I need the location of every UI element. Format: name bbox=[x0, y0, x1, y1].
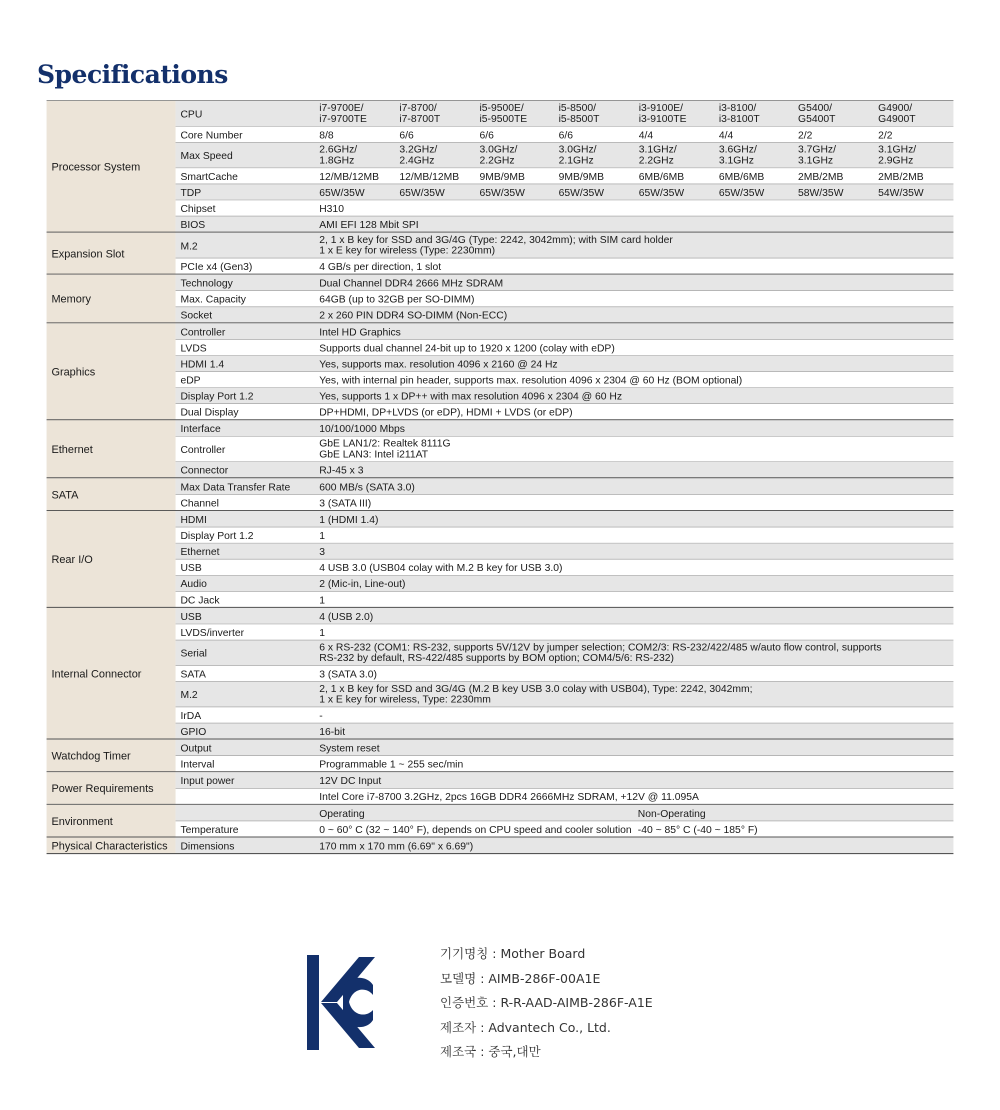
row-label: Channel bbox=[180, 498, 219, 510]
row-value: Intel HD Graphics bbox=[319, 327, 401, 339]
cpu-cell: G4900/ G4900T bbox=[878, 103, 916, 125]
row-value: 64GB (up to 32GB per SO-DIMM) bbox=[319, 294, 475, 306]
row-stripe bbox=[176, 355, 954, 371]
section-label: Watchdog Timer bbox=[51, 750, 131, 763]
row-stripe bbox=[176, 478, 954, 494]
cpu-cell: 65W/35W bbox=[558, 187, 605, 199]
row-label: Interface bbox=[180, 424, 221, 436]
row-value: 1 (HDMI 1.4) bbox=[319, 514, 379, 526]
cpu-cell: 6MB/6MB bbox=[718, 171, 765, 183]
row-value: 10/100/1000 Mbps bbox=[319, 424, 405, 436]
row-value: Yes, supports max. resolution 4096 x 2160 @ 24 Hz bbox=[319, 359, 558, 371]
row-label: SmartCache bbox=[180, 171, 238, 183]
row-label: CPU bbox=[180, 109, 203, 121]
cpu-cell: 2.6GHz/ 1.8GHz bbox=[319, 144, 358, 167]
row-value: System reset bbox=[319, 743, 380, 755]
row-label: Interval bbox=[180, 759, 215, 771]
section-label: Rear I/O bbox=[51, 554, 93, 567]
row-label: PCIe x4 (Gen3) bbox=[180, 262, 253, 274]
section-label: Power Requirements bbox=[51, 783, 154, 796]
section-label: Processor System bbox=[51, 161, 141, 174]
cpu-cell: 2MB/2MB bbox=[798, 171, 844, 183]
spec-table-svg bbox=[36, 100, 964, 872]
row-label: Display Port 1.2 bbox=[180, 530, 254, 542]
row-value: 3 (SATA 3.0) bbox=[319, 669, 377, 681]
cpu-cell: 58W/35W bbox=[798, 187, 844, 199]
row-stripe bbox=[176, 772, 954, 788]
row-stripe bbox=[176, 805, 954, 821]
row-value: Programmable 1 ~ 255 sec/min bbox=[319, 759, 464, 771]
cpu-cell: 4/4 bbox=[718, 130, 734, 142]
row-stripe bbox=[176, 216, 954, 232]
row-value: Intel Core i7-8700 3.2GHz, 2pcs 16GB DDR4 2666MHz SDRAM, +12V @ 11.095A bbox=[319, 792, 699, 804]
row-label: GPIO bbox=[180, 726, 207, 738]
row-value: 600 MB/s (SATA 3.0) bbox=[319, 482, 415, 494]
row-label: Connector bbox=[180, 465, 229, 477]
page-title: Specifications bbox=[37, 60, 228, 89]
row-value: 16-bit bbox=[319, 726, 346, 738]
row-label: Chipset bbox=[180, 203, 216, 215]
cpu-cell: 65W/35W bbox=[399, 187, 445, 199]
row-label: M.2 bbox=[180, 690, 198, 702]
cpu-cell: i5-8500/ i5-8500T bbox=[558, 103, 600, 125]
row-label: Dual Display bbox=[180, 407, 239, 419]
row-label: Display Port 1.2 bbox=[180, 391, 254, 403]
row-label: HDMI bbox=[180, 514, 207, 526]
row-value: 2, 1 x B key for SSD and 3G/4G (Type: 2242, 3042mm); with SIM card holder 1 x E key for wireless (Type: 2230mm) bbox=[319, 234, 673, 257]
row-value: 6 x RS-232 (COM1: RS-232, supports 5V/12V by jumper selection; COM2/3: RS-232/422/485 w/auto flow control, supports RS-232 by default, RS-422/485 supports by BOM option; COM4/5/6: RS-232) bbox=[319, 642, 882, 665]
cpu-cell: 3.0GHz/ 2.2GHz bbox=[479, 144, 518, 167]
cpu-cell: 6/6 bbox=[558, 130, 574, 142]
row-label: eDP bbox=[180, 375, 201, 387]
row-stripe bbox=[176, 608, 954, 624]
row-value: 0 ~ 60° C (32 ~ 140° F), depends on CPU speed and cooler solution bbox=[319, 824, 632, 836]
cpu-cell: 65W/35W bbox=[638, 187, 685, 199]
row-label: SATA bbox=[180, 669, 206, 681]
row-stripe bbox=[176, 462, 954, 478]
cpu-cell: 12/MB/12MB bbox=[319, 171, 380, 183]
cpu-cell: 2MB/2MB bbox=[878, 171, 924, 183]
row-value-secondary: -40 ~ 85° C (-40 ~ 185° F) bbox=[637, 824, 758, 836]
row-label: Input power bbox=[180, 776, 235, 788]
row-label: Output bbox=[180, 743, 212, 755]
row-value: 2 (Mic-in, Line-out) bbox=[319, 579, 406, 591]
cpu-cell: 9MB/9MB bbox=[479, 171, 525, 183]
cpu-cell: 3.6GHz/ 3.1GHz bbox=[718, 144, 757, 167]
row-stripe bbox=[176, 838, 954, 854]
cpu-cell: 3.0GHz/ 2.1GHz bbox=[558, 144, 597, 167]
cpu-cell: 3.7GHz/ 3.1GHz bbox=[798, 144, 837, 167]
row-label: Audio bbox=[180, 579, 207, 591]
row-value: 1 bbox=[319, 627, 325, 639]
spec-table bbox=[36, 100, 964, 890]
section-label: Expansion Slot bbox=[51, 248, 125, 261]
row-stripe bbox=[176, 307, 954, 323]
cpu-cell: i7-9700E/ i7-9700TE bbox=[319, 103, 367, 125]
row-label: DC Jack bbox=[180, 595, 220, 607]
row-label: Max. Capacity bbox=[180, 294, 246, 306]
row-value: DP+HDMI, DP+LVDS (or eDP), HDMI + LVDS (or eDP) bbox=[319, 407, 573, 419]
cpu-cell: i7-8700/ i7-8700T bbox=[399, 103, 441, 125]
cert-line-model: 모델명 : AIMB-286F-00A1E bbox=[440, 970, 601, 986]
kc-mark-icon bbox=[307, 955, 377, 1050]
row-value: 3 (SATA III) bbox=[319, 498, 372, 510]
row-label: Temperature bbox=[180, 824, 239, 836]
row-value: 4 USB 3.0 (USB04 colay with M.2 B key for USB 3.0) bbox=[319, 563, 563, 575]
row-label: Max Data Transfer Rate bbox=[180, 482, 291, 494]
row-value: H310 bbox=[319, 203, 344, 215]
cpu-cell: 3.1GHz/ 2.2GHz bbox=[638, 144, 677, 167]
cpu-cell: 3.2GHz/ 2.4GHz bbox=[399, 144, 438, 167]
row-value: Operating bbox=[319, 808, 365, 820]
row-label: IrDA bbox=[180, 710, 202, 722]
cpu-cell: 65W/35W bbox=[319, 187, 365, 199]
row-value: 1 bbox=[319, 595, 325, 607]
row-value: 2, 1 x B key for SSD and 3G/4G (M.2 B key USB 3.0 colay with USB04), Type: 2242, 3042mm; 1 x E key for wireless, Type: 2230mm bbox=[319, 683, 753, 706]
row-stripe bbox=[176, 511, 954, 527]
row-value: Yes, supports 1 x DP++ with max resolution 4096 x 2304 @ 60 Hz bbox=[319, 391, 623, 403]
row-label: Socket bbox=[180, 310, 213, 322]
row-value-secondary: Non-Operating bbox=[637, 808, 706, 820]
row-stripe bbox=[176, 575, 954, 591]
row-value: 4 GB/s per direction, 1 slot bbox=[319, 262, 442, 274]
row-label: Dimensions bbox=[180, 841, 235, 853]
section-label: Memory bbox=[51, 293, 91, 306]
cpu-cell: i3-9100E/ i3-9100TE bbox=[638, 103, 687, 125]
row-value: Supports dual channel 24-bit up to 1920 x 1200 (colay with eDP) bbox=[319, 343, 615, 355]
cert-line-maker: 제조자 : Advantech Co., Ltd. bbox=[440, 1019, 611, 1035]
row-value: - bbox=[319, 710, 323, 722]
section-label: Physical Characteristics bbox=[51, 840, 168, 853]
cert-line-device: 기기명칭 : Mother Board bbox=[440, 946, 586, 961]
cpu-cell: 3.1GHz/ 2.9GHz bbox=[878, 144, 917, 167]
row-value: GbE LAN1/2: Realtek 8111G GbE LAN3: Intel i211AT bbox=[319, 438, 451, 461]
row-stripe bbox=[176, 740, 954, 756]
row-value: 3 bbox=[319, 547, 325, 559]
row-label: Controller bbox=[180, 444, 226, 456]
row-value: 4 (USB 2.0) bbox=[319, 611, 374, 623]
row-stripe bbox=[176, 543, 954, 559]
kc-mark-logo bbox=[307, 955, 377, 1050]
row-label: Max Speed bbox=[180, 151, 233, 163]
row-stripe bbox=[176, 275, 954, 291]
cpu-cell: 54W/35W bbox=[878, 187, 924, 199]
row-label: BIOS bbox=[180, 220, 206, 232]
row-label: M.2 bbox=[180, 241, 198, 253]
cpu-cell: 8/8 bbox=[319, 130, 334, 142]
row-label: HDMI 1.4 bbox=[180, 359, 225, 371]
cpu-cell: i5-9500E/ i5-9500TE bbox=[479, 103, 528, 125]
row-label: Serial bbox=[180, 648, 207, 660]
cpu-cell: 2/2 bbox=[878, 130, 893, 142]
cert-line-country: 제조국 : 중국,대만 bbox=[440, 1044, 541, 1060]
section-label: Graphics bbox=[51, 366, 96, 379]
row-label: Technology bbox=[180, 278, 233, 290]
cpu-cell: 12/MB/12MB bbox=[399, 171, 460, 183]
cert-line-number: 인증번호 : R-R-AAD-AIMB-286F-A1E bbox=[440, 995, 653, 1011]
row-value: Yes, with internal pin header, supports max. resolution 4096 x 2304 @ 60 Hz (BOM optional) bbox=[319, 375, 743, 387]
row-value: 170 mm x 170 mm (6.69" x 6.69") bbox=[319, 841, 474, 853]
cpu-cell: G5400/ G5400T bbox=[798, 103, 836, 125]
section-label: Ethernet bbox=[51, 443, 93, 456]
row-value: AMI EFI 128 Mbit SPI bbox=[319, 220, 419, 232]
cpu-cell: i3-8100/ i3-8100T bbox=[718, 103, 760, 125]
certification-info bbox=[440, 942, 653, 1065]
cpu-cell: 2/2 bbox=[798, 130, 813, 142]
section-label: Internal Connector bbox=[51, 668, 142, 681]
cpu-cell: 65W/35W bbox=[718, 187, 765, 199]
row-value: Dual Channel DDR4 2666 MHz SDRAM bbox=[319, 278, 504, 290]
row-label: USB bbox=[180, 563, 202, 575]
cpu-cell: 4/4 bbox=[638, 130, 654, 142]
row-stripe bbox=[176, 723, 954, 739]
row-label: Core Number bbox=[180, 130, 243, 142]
row-label: USB bbox=[180, 611, 202, 623]
row-value: RJ-45 x 3 bbox=[319, 465, 364, 477]
section-label: Environment bbox=[51, 815, 113, 828]
row-value: 12V DC Input bbox=[319, 776, 382, 788]
row-value: 2 x 260 PIN DDR4 SO-DIMM (Non-ECC) bbox=[319, 310, 508, 322]
cpu-cell: 9MB/9MB bbox=[558, 171, 605, 183]
row-label: TDP bbox=[180, 187, 202, 199]
row-label: LVDS/inverter bbox=[180, 627, 245, 639]
cpu-cell: 6/6 bbox=[479, 130, 494, 142]
row-stripe bbox=[176, 323, 954, 339]
cpu-cell: 65W/35W bbox=[479, 187, 525, 199]
section-label: SATA bbox=[51, 489, 79, 502]
row-label: LVDS bbox=[180, 343, 207, 355]
row-stripe bbox=[176, 420, 954, 436]
cpu-cell: 6MB/6MB bbox=[638, 171, 685, 183]
row-label: Controller bbox=[180, 327, 226, 339]
cpu-cell: 6/6 bbox=[399, 130, 414, 142]
row-label: Ethernet bbox=[180, 547, 220, 559]
row-value: 1 bbox=[319, 530, 325, 542]
